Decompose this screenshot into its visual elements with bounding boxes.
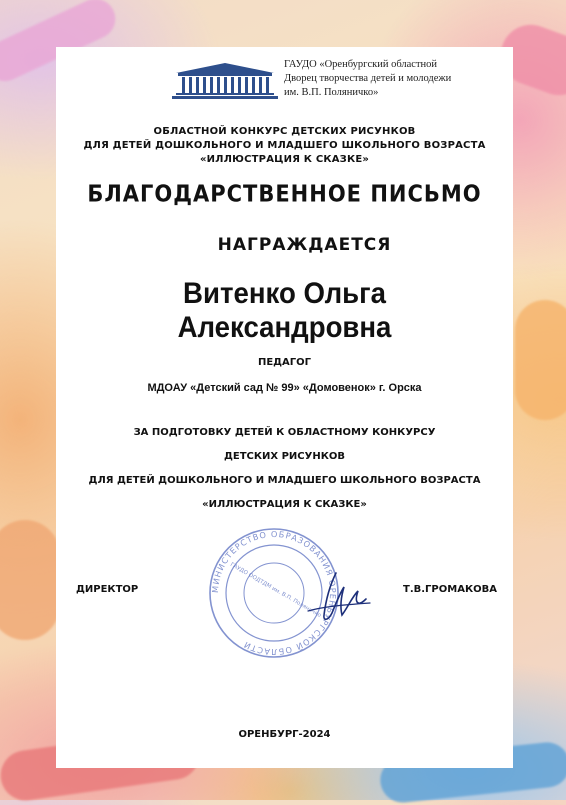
organization-name xyxy=(284,58,499,100)
reason-line: ДЛЯ ДЕТЕЙ ДОШКОЛЬНОГО И МЛАДШЕГО ШКОЛЬНОГО ВОЗРАСТА xyxy=(88,475,481,486)
director-signature xyxy=(278,563,378,633)
contest-name xyxy=(56,125,513,167)
recipient-name: Витенко Ольга Александровна xyxy=(177,277,392,344)
contest-line: ДЛЯ ДЕТЕЙ ДОШКОЛЬНОГО И МЛАДШЕГО ШКОЛЬНОГО ВОЗРАСТА xyxy=(83,140,486,151)
paint-stroke-right xyxy=(515,300,566,420)
certificate-title: БЛАГОДАРСТВЕННОЕ ПИСЬМО xyxy=(87,180,482,208)
certificate-paper xyxy=(56,47,513,768)
svg-text:ГАУДО ООДТДМ им. В.П. Поляничк: ГАУДО ООДТДМ им. В.П. Поляничко xyxy=(229,561,322,619)
recipient-position: ПЕДАГОГ xyxy=(257,357,312,368)
reason-line: «ИЛЛЮСТРАЦИЯ К СКАЗКЕ» xyxy=(202,499,367,510)
certificate-header xyxy=(56,47,513,117)
palace-logo-icon xyxy=(170,59,280,101)
org-line: Дворец творчества детей и молодежи xyxy=(284,73,452,84)
contest-line: «ИЛЛЮСТРАЦИЯ К СКАЗКЕ» xyxy=(199,154,370,165)
award-reason xyxy=(56,421,513,517)
city-year-footer: ОРЕНБУРГ-2024 xyxy=(238,729,331,740)
reason-line: ЗА ПОДГОТОВКУ ДЕТЕЙ К ОБЛАСТНОМУ КОНКУРСУ xyxy=(133,427,436,438)
svg-text:МИНИСТЕРСТВО ОБРАЗОВАНИЯ ОРЕНБ: МИНИСТЕРСТВО ОБРАЗОВАНИЯ ОРЕНБУРГСКОЙ ОБЛАСТИ xyxy=(209,528,339,658)
reason-line: ДЕТСКИХ РИСУНКОВ xyxy=(223,451,346,462)
paint-stroke-left xyxy=(0,520,60,640)
contest-line: ОБЛАСТНОЙ КОНКУРС ДЕТСКИХ РИСУНКОВ xyxy=(153,126,416,137)
awarded-label: НАГРАЖДАЕТСЯ xyxy=(217,235,392,255)
recipient-institution: МДОАУ «Детский сад № 99» «Домовенок» г. Орска xyxy=(147,382,422,394)
signer-name: Т.В.ГРОМАКОВА xyxy=(403,584,497,595)
director-label: ДИРЕКТОР xyxy=(76,584,139,595)
org-line: ГАУДО «Оренбургский областной xyxy=(284,59,438,70)
org-line: им. В.П. Поляничко» xyxy=(284,87,379,98)
